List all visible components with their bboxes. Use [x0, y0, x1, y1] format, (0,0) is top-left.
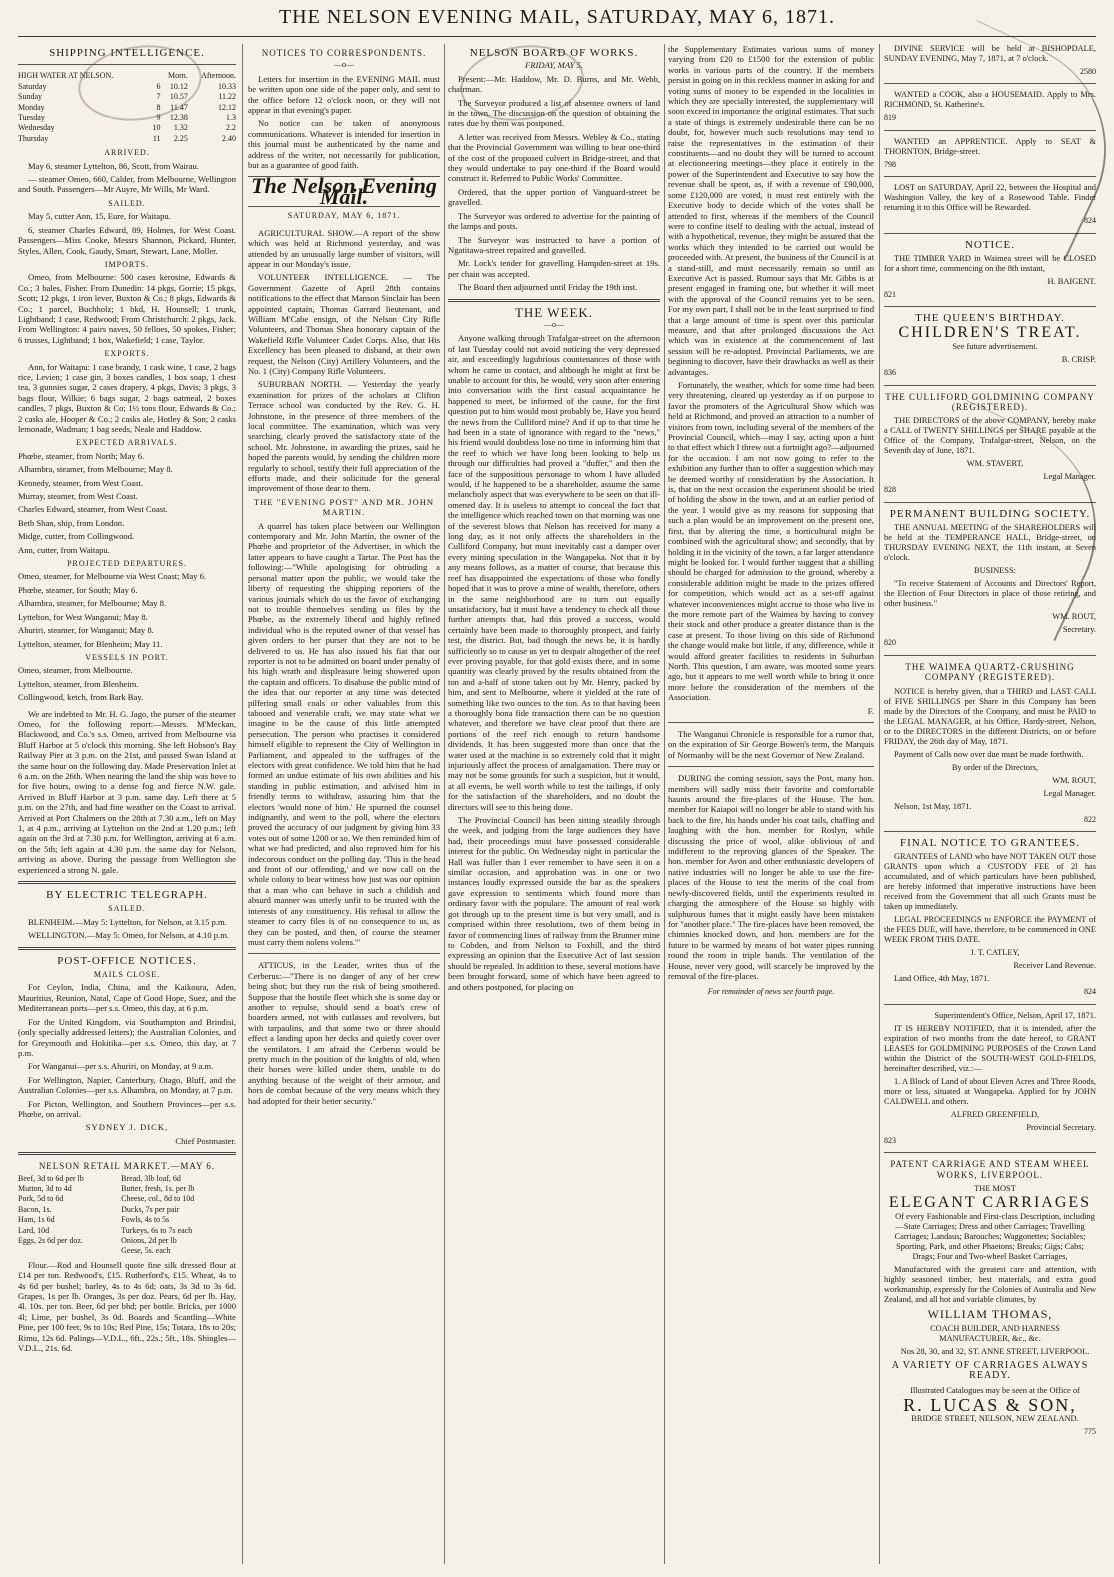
board-text: Ordered, that the upper portion of Vanguard-street be gravelled. [448, 186, 660, 208]
ad-final-text2: LEGAL PROCEEDINGS to ENFORCE the PAYMENT of the FEES DUE, will have, therefore, to be commenced in ONE WEEK FROM THIS DATE. [884, 915, 1096, 945]
tide-afternoon: 12.12 [218, 102, 236, 112]
mail-item: For Wellington, Napier, Canterbury, Otago, Bluff, and the Australian Colonies—per s.s. Alhambra, on Monday, at 7 p.m. [18, 1074, 236, 1096]
tide-day: Wednesday [18, 123, 55, 133]
ad-number: 819 [884, 113, 896, 123]
market-cell: Eggs, 2s 6d per doz. [18, 1236, 83, 1245]
telegraph-title: BY ELECTRIC TELEGRAPH. [46, 889, 208, 902]
departure-item: Lyttelton, for West Wanganui; May 8. [18, 611, 148, 622]
ad-children-sub: See future advertisement. [952, 342, 1038, 352]
market-title: NELSON RETAIL MARKET.—MAY 6. [38, 1161, 216, 1172]
ad-building-business: BUSINESS: [974, 566, 1016, 576]
column-rule-1 [242, 44, 243, 1564]
article-show: AGRICULTURAL SHOW.—A report of the show which was held at Richmond yesterday, and was attended by an unusually large number of visitors, will appear in our Monday's issue. [248, 227, 440, 269]
port-item: Collingwood, ketch, from Bark Bay. [18, 692, 144, 703]
board-text: The Surveyor was ordered to advertise for the painting of the lamps and posts. [448, 210, 660, 232]
board-date: FRIDAY, MAY 5. [525, 60, 583, 71]
mail-item: For the United Kingdom, via Southampton and Brindisi, (only specially addressed letters); the Australian Colonies, and for Greymouth and Hokitika—per s.s. Omeo, this day, at 7 p.m. [18, 1016, 236, 1058]
ad-final-title: FINAL NOTICE TO GRANTEES. [899, 836, 1080, 849]
tide-row [18, 134, 236, 144]
mail-item: For Wanganui—per s.s. Ahuriri, on Monday, at 9 a.m. [28, 1061, 214, 1072]
paper-date: SATURDAY, MAY 6, 1871. [287, 211, 401, 221]
telegraph-sailed-title: SAILED. [108, 904, 146, 914]
ad-number: 836 [884, 368, 896, 378]
market-row [18, 1226, 236, 1236]
ad-notice-text: THE TIMBER YARD in Waimea street will be CLOSED for a short time, commencing on the 8th instant, [884, 254, 1096, 274]
market-cell: Lard, 10d [18, 1225, 50, 1235]
sailed-item: May 5, cutter Ann, 15, Eure, for Waitapu. [28, 211, 171, 222]
board-text: The Surveyor was instructed to have a portion of Ngatitawa-street repaired and gravelled. [448, 234, 660, 255]
telegraph-item: WELLINGTON.—May 5: Omeo, for Nelson, at 4.10 p.m. [28, 930, 230, 941]
ad-super-role: Provincial Secretary. [1026, 1122, 1096, 1132]
exports-title: EXPORTS. [104, 349, 150, 359]
notices-text: No notice can be taken of anonymous communications. Whatever is intended for insertion in this journal must be authenticated by the name and address of the writer, not necessarily for publication, but as a guarantee of good faith. [248, 118, 440, 171]
tide-afternoon: 1.3 [226, 113, 236, 123]
board-text: A letter was received from Messrs. Webley & Co., stating that the Provincial Government was willing to bear one-third of the cost of the proposed culvert in Bridge-street, and that they would undertake to pay one-third if the Board would construct it. Referred to Public Works' Committee. [448, 131, 660, 184]
ad-building-text: THE ANNUAL MEETING of the SHAREHOLDERS will be held at the TEMPERANCE HALL, Bridge-street, on THURSDAY EVENING NEXT, the 11th instant, at Seven o'clock. [884, 523, 1096, 563]
ad-waimea-title: THE WAIMEA QUARTZ-CRUSHING COMPANY (REGISTERED). [905, 661, 1075, 683]
ad-lucas: R. LUCAS & SON, [903, 1394, 1077, 1415]
tide-date: 6 [156, 81, 161, 91]
column-rule-4 [879, 44, 880, 1564]
ad-lucas-address: BRIDGE STREET, NELSON, NEW ZEALAND. [911, 1413, 1079, 1423]
market-cell: Bacon, 1s. [18, 1204, 52, 1214]
market-cell: Fowls, 4s to 5s [121, 1215, 170, 1225]
article-wanganui: The Wanganui Chronicle is responsible for a rumor that, on the expiration of Sir George Bowen's term, the Marquis of Normanby will be the next Governor of New Zealand. [668, 729, 874, 760]
departure-item: Ahuriri, steamer, for Wanganui; May 8. [18, 625, 154, 636]
departures-title: PROJECTED DEPARTURES. [67, 559, 187, 569]
departure-item: Lyttelton, steamer, for Blenheim; May 11. [18, 638, 163, 649]
expected-item: Phœbe, steamer, from North; May 6. [18, 450, 145, 461]
ad-final-place: Land Office, 4th May, 1871. [894, 974, 990, 984]
market-cell: Turkeys, 6s to 7s each [121, 1225, 193, 1235]
market-row [18, 1194, 236, 1204]
ad-culliford-text: THE DIRECTORS of the above COMPANY, hereby make a CALL of TWENTY SHILLINGS per SHARE payable at the Office of the Company, Trafalgar-street, Nelson, on the Seventh day of June, 1871. [884, 416, 1096, 456]
ad-super-signature: ALFRED GREENFIELD, [950, 1109, 1040, 1119]
ad-number: 824 [1084, 987, 1096, 997]
market-cell: Butter, fresh, 1s. per lb [121, 1183, 195, 1193]
ad-divine-service: DIVINE SERVICE will be held at BISHOPDALE, SUNDAY EVENING, May 7, 1871, at 7 o'clock. [884, 44, 1096, 63]
market-row [18, 1236, 236, 1246]
omeo-report: We are indebted to Mr. H. G. Jago, the purser of the steamer Omeo, for the following report:—Messrs. M'Meckan, Blackwood, and Co.'s s.s. Omeo, arrived from Melbourne via Bluff Harbor at 5 o'clock this morning. She left Hobson's Bay Railway Pier at 3 p.m. on the 21st, and passed Swan Island at the same hour on the following day. Made Preservation Inlet at 6 a.m. on the 26th. When nearing the land the ship was hove to for five hours, owing to a dense fog and fierce N.W. gale. Arrived in Bluff Harbor at 3 p.m. same day. Left there at 5 p.m. on the 27th, and had fine weather on the Coast to arrival. Arrived at Port Chalmers on the 28th at 7.30 a.m., left on May 1, at 4 p.m., arriving at Lyttelton on the 2nd at 1.20 p.m.; left again on the 3rd at 7.30 p.m. for Wellington, arriving at 6 a.m. on the 5th; left again at 4.30 p.m. the same day for Nelson, arriving as above. During the passage from Wellington she experienced a strong N. gale. [18, 708, 236, 875]
masthead: THE NELSON EVENING MAIL, SATURDAY, MAY 6, 1871. [278, 6, 836, 28]
ad-waimea-signature: WM. ROUT, [1052, 775, 1096, 785]
postmaster-title: Chief Postmaster. [175, 1135, 236, 1146]
paper-title: The Nelson Evening Mail. [248, 176, 440, 207]
telegraph-item: BLENHEIM.—May 5: Lyttelton, for Nelson, at 3.15 p.m. [28, 916, 227, 927]
week-signature: F. [867, 705, 874, 716]
expected-item: Beth Shan, ship, from London. [18, 517, 125, 528]
tide-day: Thursday [18, 133, 49, 143]
tide-date: 9 [156, 113, 161, 123]
port-item: Lyttelton, steamer, from Blenheim. [18, 678, 139, 689]
arrived-title: ARRIVED. [104, 148, 150, 158]
exports-text: Ann, for Waitapu: 1 case brandy, 1 cask wine, 1 case, 2 bags rice, Levien; 1 case gin, 3 boxes candles, 1 box soap, 1 chest tea, 3 gunnies sugar, 2 cases drapery, 4 pkgs, Davis; 3 pkgs, 3 bags flour, Wilkie; 6 bags sugar, 2 bags oatmeal, 2 boxes candles, 7 pkgs, Buxton & Co; 1½ tons flour, Edwards & Co.; 2 casks ale, Hooper & Co.; 2 casks ale, Hotley & Son; 2 casks lemonade, Wadman; 1 bag seeds, Neale and Haddow. [18, 361, 236, 434]
ad-most: THE MOST [974, 1183, 1016, 1193]
ad-culliford-signature: WM. STAVERT, [966, 459, 1024, 469]
market-row [18, 1246, 236, 1256]
notices-text: Letters for insertion in the EVENING MAIL must be written upon one side of the paper only, and sent to the office before 12 o'clock noon, or they will not appear in that evening's paper. [248, 73, 440, 116]
week-paragraph: The Provincial Council has been sitting steadily through the week, and judging from the large audiences they have had, their proceedings must have possessed considerable interest for the public. On Wednesday night in particular the Hall was fuller than I ever remember to have seen it on a similar occasion, and approbation was in one or two instances loudly expressed outside the bar as the speakers gave expression to sentiments which found more than ordinary favor with the populace. The amount of real work got through up to the present time is but very small, and is comprised within three resolutions, two of them being in favor of commencing lines of railway from the Brunner mine to Cobden, and from Nelson to Foxhill, and the third expressing an opinion that the Executive Act of last session should be repealed. In addition to these, several motions have been brought forward, some of which have been agreed to and others postponed, for placing on [448, 815, 660, 992]
tide-col-afternoon: Afternoon. [201, 71, 236, 81]
tide-morn: 10.12 [169, 81, 188, 91]
tide-morn: 12.38 [169, 113, 188, 123]
article-atticus: ATTICUS, in the Leader, writes thus of the Cerberus:—"There is no danger of any of her crew being shot; but they run the risk of being smothered. Suppose that the hostile fleet which she is some day or another to repulse, should send a boat's crew of boarders armed, not with cutlasses and revolvers, but with tarpaulins, and that some two or three should effect a landing upon her decks and quietly cover over the ventilators. I am afraid the Cerberus would be pretty much in the position of the knights of old, when their horses were killed under them, unable to do anything because of the weight of their armour, and hors de combat because of the very means which they had adopted for their better security." [248, 960, 440, 1106]
ad-maker: WILLIAM THOMAS, [927, 1307, 1053, 1322]
masthead-rule [18, 36, 1096, 37]
ad-final-role: Receiver Land Revenue. [1013, 961, 1096, 971]
market-cell: Pork, 5d to 6d [18, 1194, 64, 1204]
tide-date: 10 [152, 123, 161, 133]
ad-catalogue: Illustrated Catalogues may be seen at the Office of [910, 1385, 1080, 1395]
tide-afternoon: 2.2 [226, 123, 236, 133]
week-title: THE WEEK. [514, 304, 594, 320]
market-row [18, 1184, 236, 1194]
expected-title: EXPECTED ARRIVALS. [76, 438, 178, 448]
market-cell: Bread, 3lb loaf, 6d [121, 1173, 181, 1183]
tide-header: HIGH WATER AT NELSON. [18, 71, 114, 81]
ad-building-signature: WM. ROUT, [1052, 612, 1096, 622]
port-item: Omeo, steamer, from Melbourne. [18, 665, 133, 676]
ad-variety: A VARIETY OF CARRIAGES ALWAYS READY. [891, 1359, 1089, 1382]
ad-number: 775 [1084, 1426, 1096, 1436]
market-cell [18, 1246, 121, 1256]
ad-maker-address: Nos 28, 30, and 32, ST. ANNE STREET, LIVERPOOL. [900, 1346, 1090, 1356]
column-rule-3 [664, 44, 665, 1564]
post-office-title: POST-OFFICE NOTICES. [57, 954, 197, 967]
board-text: The Surveyor produced a list of absentee owners of land in the town. The discussion on the question of obtaining the rates due by them was postponed. [448, 97, 660, 129]
board-text: Present:—Mr. Haddow, Mr. D. Burns, and Mr. Webb, chairman. [448, 73, 660, 95]
ad-children-signature: B. CRISP. [1061, 355, 1096, 365]
ad-notice-signature: H. BAIGENT. [1047, 277, 1096, 287]
ad-culliford-role: Legal Manager. [1043, 472, 1096, 482]
ad-building-role: Secretary. [1062, 625, 1096, 635]
ad-notice-title: NOTICE. [964, 238, 1016, 251]
tide-morn: 10.57 [169, 92, 188, 102]
ad-final-signature: J. T. CATLEY, [970, 948, 1020, 958]
ad-number: 820 [884, 638, 896, 648]
expected-item: Ann, cutter, from Waitapu. [18, 544, 110, 555]
column-advertisements [884, 44, 1096, 1564]
column-editorial [248, 44, 440, 1564]
ad-elegant-text: Of every Fashionable and First-class Description, including—State Carriages; Dress and other Carriages; Travelling Carriages; Landaus; Barouches; Waggonettes; Sociables; Sporting, Park, and other Phaetons; Breaks; Gigs; Cabs; Drags; Four and Two-wheel Basket Carriages, [894, 1212, 1095, 1262]
postmaster-name: SYDNEY J. DICK, [85, 1122, 169, 1133]
market-row [18, 1215, 236, 1225]
week-paragraph: Fortunately, the weather, which for some time had been very threatening, cleared up yesterday as if on purpose to favor the promoters of the Agricultural Show which was held at Richmond, and proved an attraction to a number of visitors from town, including several of the members of the Provincial Council, which—may I say, acting upon a hint to that effect which I threw out a fortnight ago?—adjourned for the occasion. I am not now going to refer to the exhibition any further than to offer a suggestion which may be deemed worthy of consideration by the Association. It is, that on the next occasion the experiment should be tried of holding the show in the town, and at an earlier period of the year. I would give as my reasons for supposing that such a plan would be an improvement on the present one, first, that by altering the time, a horticultural might be combined with the agricultural show; and secondly, that by holding it in the vicinity of the town, a far larger attendance might be looked for. I would further suggest that a shilling should be charged for admission to the ground, whereby a considerable addition might be made to the prizes offered for competition, which would act as a set-off against whatever inconveniences might accrue to those who live in the more remote part of the Waimea by having to convey their stock and other produce a greater distance than is the case at present. To those living on this side of Richmond the change would make but little, if any, difference, while it would afford greater facilities to residents in Suburban North. This question, I am aware, was mooted some years ago, but it appears to me well worth while to bring it once more before the consideration of the members of the Association. [668, 380, 874, 703]
market-cell: Ham, 1s 6d [18, 1215, 55, 1225]
arrived-item: May 6, steamer Lyttelton, 86, Scott, from Wairau. [28, 160, 199, 171]
ad-number: 823 [884, 1135, 896, 1145]
market-cell: Ducks, 7s per pair [121, 1204, 180, 1214]
article-post-text: A quarrel has taken place between our Wellington contemporary and Mr. John Martin, the owner of the Phœbe and proprietor of the Advertiser, in which the latter appears to have caught a Tartar. The Post has the following:—"While apologising for obtruding a personal matter upon the public, we would take the liberty of requesting the shipping reporters of the various journals which do us the favor of exchanging not to trouble themselves sending us files by the Phœbe, as the extremely liberal and highly refined individual who is the reputed owner of that vessel has given orders to her purser that they are not to be delivered to us. He has also issued his fiat that our reporter is not to be admitted on board under penalty of his high wrath and displeasure being showered upon the captain and officers. To disabuse the public mind of the idea that our reporter at any time was detected pilfering small coals or other valuables from this tabooed and venerable craft, we may state what we imagine to be the cause of this little attempted persecution. The person who practises it considered himself eligible to represent the City of Wellington in Parliament, and appealed to the suffrages of the electors with great confidence. We told him that he had formed an undue estimate of his own abilities and his standing in public estimation, and advised him in friendly terms to withdraw, assuring him that the electors 'would none of him.' He spurned the counsel indignantly, and went to the poll, where the electors proved the accuracy of our judgment by giving him 33 votes out of some 1200 or so. We then reminded him of what we had predicted, and also reproved him for his indecorous conduct on the polling day. 'This is the head and front of our offending,' and we now call on the whole colony to bear witness how just was our opinion that a man who can behave in such a childish and absurd manner was utterly unfit to be trusted with the interests of any constituency. His refusal to allow the steamer to carry files is of no consequence to us, as they can be posted, and then, of course the steamer must carry them nolens volens.'" [248, 520, 440, 947]
market-cell: Mutton, 3d to 4d [18, 1183, 72, 1193]
column-shipping [18, 44, 236, 1564]
ad-children-treat: CHILDREN'S TREAT. [898, 323, 1082, 341]
divider-ornament: —o— [544, 319, 564, 329]
market-cell: Geese, 5s. each [121, 1246, 171, 1256]
ad-number: 798 [884, 159, 896, 169]
market-cell: Cheese, col., 8d to 10d [121, 1194, 195, 1204]
tide-afternoon: 2.40 [222, 133, 236, 143]
tide-morn: 1.32 [173, 123, 188, 133]
notices-title: NOTICES TO CORRESPONDENTS. [261, 48, 427, 58]
ad-super-item: 1. A Block of Land of about Eleven Acres and Three Roods, more or less, situated at Wangapeka. Applied for by JOHN CALDWELL and others. [884, 1076, 1096, 1106]
sailed-title: SAILED. [108, 198, 146, 208]
board-text: The Board then adjourned until Friday the 19th inst. [458, 282, 638, 293]
ad-building-agenda: "To receive Statement of Accounts and Directors' Report, the Election of Four Directors in place of those retiring, and other business." [884, 579, 1096, 609]
ad-waimea-role: Legal Manager. [1043, 788, 1096, 798]
tide-morn: 11.47 [170, 102, 188, 112]
ad-number: 822 [1084, 814, 1096, 824]
ad-elegant-text2: Manufactured with the greatest care and attention, with highly seasoned timber, best materials, and extra good workmanship, expressly for the Colonies of Australia and New Zealand, and all hot and variable climates, by [884, 1265, 1096, 1305]
article-session: DURING the coming session, says the Post, many hon. members will sadly miss their favorite and comfortable haunts around the fire-places of the House. The hon. member for Kaiapoi will no longer be able to stand with his back to the fire, his hands under his coat tails, chaffing and laughing with the hon. member for Roslyn, while discussing the price of wool, alike oblivious of and indifferent to the reproving glances of the Speaker. The hon. member for Avon and other enthusiastic developers of native industries will no longer be able to use the fire-places of the House to test the merits of the coal from newly-discovered fields, until the experiments resulted in charging the atmosphere of the House so highly with sulphurous fumes that it might easily have been mistaken for "another place." The fire-places have been removed, the chimnies knocked down, and hon. members are for the future to be warmed by means of hot water pipes running round the room in triple bands. The ventilation of the House, never very good, will scarcely be improved by the removal of the fire-places. [668, 773, 874, 981]
ad-queen-title: THE QUEEN'S BIRTHDAY. [915, 312, 1065, 325]
week-paragraph: the Supplementary Estimates various sums of money varying from £20 to £1500 for the extension of public works in various parts of the country. If the members persist in going on in this reckless manner in asking for and voting sums of money to be expended in the localities in which they are specially interested, the supplementary will soon exceed in importance the original estimates. That such a state of things is extremely undesirable there can be no doubt, for, however much such resolutions may tend to raise the representatives in the estimation of their constituents—and no doubt they will be turned to account at electioneering meetings—they place it entirely in the power of the Superintendent and Executive to say how the revenue shall be spent, as, if with a revenue of £90,000, some £120,000 are voted, it must rest entirely with the Executive body to decide which of the votes shall be attended to first, whereas if the members of the Council were to confine itself to dealing with the actual, instead of with a hypothetical, revenue, they might be assured that the works which they intended to be carried out would be proceeded with. At present, the business of the Council is at a stand-still, and must necessarily remain so until an Executive Act is passed. Rumour says that Mr. Gibbs is at present engaged in framing one, but whether it will meet with the approval of the Council remains yet to be seen. For my own part, I shall not be in the least surprised to find that a large amount of time is spent over this particular measure, and that after prolonged discussions the Act which was in existence at the commencement of last session will be re-adopted. Provincial Parliaments, we are beginning to discover, have their drawbacks as well as their advantages. [668, 44, 874, 377]
tide-day: Sunday [18, 92, 42, 102]
tide-col-morn: Morn. [168, 71, 188, 81]
tide-day: Monday [18, 102, 45, 112]
ad-waimea-by: By order of the Directors, [951, 762, 1039, 772]
ad-wanted-cook: WANTED a COOK, also a HOUSEMAID. Apply to Mrs. RICHMOND, St. Katherine's. [884, 90, 1096, 110]
board-text: Mr. Lock's tender for gravelling Hampden-street at 19s. per chain was accepted. [448, 258, 660, 279]
ad-patent-title: PATENT CARRIAGE AND STEAM WHEEL WORKS, LIVERPOOL. [890, 1159, 1090, 1180]
ad-maker2: COACH BUILDER, AND HARNESS MANUFACTURER, &c., &c. [930, 1323, 1060, 1343]
market-table [18, 1174, 236, 1257]
divider-ornament: —o— [334, 60, 354, 70]
tide-row [18, 123, 236, 133]
departure-item: Alhambra, steamer, for Melbourne; May 8. [18, 598, 167, 609]
article-volunteer: VOLUNTEER INTELLIGENCE. — The Government Gazette of April 28th contains notifications to the effect that Manson Sinclair has been appointed captain, Thomas Garrard lieutenant, and William M'Cabe ensign, of the Nelson City Rifle Volunteers, and Thomas Shea honorary captain of the Wakefield Rifle Volunteer Cadet Corps. Also, that His Excellency has been pleased to disband, at their own request, the Nelson (City) Artillery Volunteers, and the No. 1 (City) Company Rifle Volunteers. [248, 272, 440, 376]
imports-text: Omeo, from Melbourne: 500 cases kerosine, Edwards & Co.; 3 bales, Fisher. From Dunedin: 14 pkgs, Gorrie; 15 pkgs, Scott; 12 pkgs, 1 iron lever, Buxton & Co.; 8 pkgs, Edwards & Co.; 1 parcel, Buchholz; 1 bkd, H. Hounsell; 1 trunk, Lightband; 1 case, Redwood; From Christchurch: 2 pkgs, Jack. From Wellington: 4 pairs naves, 50 felloes, 50 spokes, Fisher; 6 trusses, Lightband; 1 box, Wakefield; 1 case, Taylor. [18, 272, 236, 345]
ad-waimea-text: NOTICE is hereby given, that a THIRD and LAST CALL of FIVE SHILLINGS per Share in this Company has been made by the Directors of the Company, and must be PAID to the LEGAL MANAGER, at his Office, Hardy-street, Nelson, or to the DIRECTORS in the different Districts, on or before FRIDAY, the 26th day of May, 1871. [884, 686, 1096, 746]
tide-date: 8 [156, 102, 161, 112]
tide-morn: 2.25 [173, 133, 188, 143]
tide-afternoon: 10.33 [218, 81, 236, 91]
arrived-item: — steamer Omeo, 660, Calder, from Melbourne, Wellington and South. Passengers—Mr Auyre, Mr Wills, Mr Ward. [18, 174, 236, 195]
ad-wanted-apprentice: WANTED an APPRENTICE. Apply to SEAT & THORNTON, Bridge-street. [884, 136, 1096, 156]
board-title: NELSON BOARD OF WORKS. [469, 47, 639, 59]
market-cell: Onions, 2d per lb [121, 1236, 177, 1245]
article-post-title: THE "EVENING POST" AND MR. JOHN MARTIN. [253, 496, 435, 518]
ad-waimea-text2: Payment of Calls now over due must be made forthwith. [894, 749, 1084, 759]
ad-super-text: IT IS HEREBY NOTIFIED, that it is intended, after the expiration of two months from the date hereof, to GRANT LEASES for GOLDMINING PURPOSES of the Crown Land within the District of the SOUTH-WEST GOLD-FIELDS, hereinafter described, viz.:— [884, 1023, 1096, 1073]
article-suburban: SUBURBAN NORTH. — Yesterday the yearly examination for prizes of the scholars at Clifton Terrace school was conducted by the Rev. G. H. Johnstone, in the presence of three members of the local committee. The examination, which was very searching, clearly proved the satisfactory state of the school. Mr. Johnstone, in awarding the prizes, said he hoped the parents would, by sending the children more regularly to school, testify their full appreciation of the efforts made, and their solicitude for the general improvement of those dear to them. [248, 379, 440, 494]
footnote: For remainder of news see fourth page. [707, 987, 835, 997]
expected-item: Charles Edward, steamer, from West Coast. [18, 504, 168, 515]
ad-number: 828 [884, 485, 896, 495]
market-row [18, 1205, 236, 1215]
mail-item: For Picton, Wellington, and Southern Provinces—per s.s. Phœbe, on arrival. [18, 1098, 236, 1119]
mail-item: For Ceylon, India, China, and the Kaikoura, Aden, Mauritius, Reunion, Natal, Cape of Good Hope, Suez, and the Mediterranean ports—per s.s. Omeo, this day, at 6 p.m. [18, 982, 236, 1014]
ad-lost: LOST on SATURDAY, April 22, between the Hospital and Washington Valley, the key of a Rosewood Table. Finder returning it to this Office will be Rewarded. [884, 183, 1096, 213]
market-row [18, 1174, 236, 1184]
tide-afternoon: 11.22 [218, 92, 236, 102]
ad-final-text: GRANTEES of LAND who have NOT TAKEN OUT those GRANTS upon which a CUSTODY FEE of 2l has accumulated, and of which particulars have been published, are hereby informed that imperative instructions have been received from the Government that all such Grants must be taken up immediately. [884, 852, 1096, 912]
market-text: Flour.—Rod and Hounsell quote fine silk dressed flour at £14 per ton. Redwood's, £15. Rutherford's, £15. Wheat, 4s to 4s 6d per bushel; barley, 4s to 4s 6d; oats, 3s 3d to 3s 6d. Grapes, 1s per lb. Oranges, 3s per doz. Pears, 6d per lb. Hay, 4l. 10s. per ton. Beer, 6d per bhd; per bottle. Bricks, per 1000 4l; Lime, per bushel, 3s 0d. Boards and Scantling—White Pine, per 100 feet, 9s to 10s; Red Pine, 15s; Totara, 18s to 20s; Rimu, 12s 6d. Palings—V.D.L., 6ft., 22s.; 5ft., 18s. Shingles—V.D.L., 21s. 6d. [18, 1259, 236, 1354]
expected-item: Alhambra, steamer, from Melbourne; May 8. [18, 464, 173, 475]
ad-waimea-place: Nelson, 1st May, 1871. [894, 801, 972, 811]
tide-date: 11 [152, 133, 161, 143]
market-cell: Beef, 3d to 6d per lb [18, 1173, 84, 1183]
column-board-week [448, 44, 660, 1564]
expected-item: Midge, cutter, from Collingwood. [18, 531, 135, 542]
sailed-item: 6, steamer Charles Edward, 89, Holmes, for West Coast. Passengers—Miss Cooke, Messrs Shannon, Pickard, Hunter, Styles, Allen, Cook, Gaudy, Smart, Stewart, Lane, Moller. [18, 224, 236, 256]
tide-day: Saturday [18, 81, 47, 91]
week-paragraph: Anyone walking through Trafalgar-street on the afternoon of last Tuesday could not avoid noticing the very depressed air, and exceedingly lugubrious countenances of those with whom he came in contact, and although he might at first be unable to account for this, he would, very soon after entering into conversation with the first casual acquaintance he happened to meet, be informed of the cause, for the first question put to him would most probably be, Have you heard the news from the Culliford mine? And if up to that time he had been in a state of ignorance with regard to the "news," his friend would doubtless lose no time in informing him that the reef to which we have long been looking to help us through our difficulties had proved a "duffer," and then the face of the suppositious personage to whom I have alluded would, if he happened to be a shareholder, assume the same melancholy aspect that was everywhere to be seen on that ill-omened day. It is useless to attempt to conceal the fact that the intelligence which reached town on that morning was one of the severest blows that Nelson has received for many a long day, as it not only affects the shareholders in the Culliford Company, but must inevitably cast a damper over every mining speculation in the Wangapeka. Not that it by any means follows, as a matter of course, that because this reef has disappointed the expectations of those who fondly hoped that it was to prove a mine of wealth, therefore, others in the same neighborhood are to turn out equally unsatisfactory, but it must have a tendency to check all those further attempts that, had this proved a success, would certainly have been made to thoroughly prospect, and fairly test, the district. But, bad though the news be, it is hardly sufficiently so to cause us yet to despair altogether of the reef ever proving payable, for that gold exists there, and in some quantity was clearly proved by the results obtained from the ton and a-half of stone taken out by Mr. Henry, packed by him, and sent to Melbourne, where it yielded at the rate of something like two ounces to the ton. As to that having been a thoroughly bona fide transaction there can be no question whatever, and therefore we have clear proof that there are portions of the reef rich enough to return handsome dividends. It has been suggested more than once that the water used at the machine is so extremely cold that it might injuriously affect the process of amalgamation. There may or may not be some grounds for such a suspicion, but it would, at all events, be well worth while to test the tailings, if only for the satisfaction of the shareholders, and no doubt the directors will see to this being done. [448, 333, 660, 812]
port-title: VESSELS IN PORT. [85, 652, 169, 662]
ad-super-head: Superintendent's Office, Nelson, April 17, 1871. [934, 1010, 1096, 1020]
ad-building-title: PERMANENT BUILDING SOCIETY. [889, 507, 1091, 520]
expected-item: Murray, steamer, from West Coast. [18, 491, 138, 502]
expected-item: Kennedy, steamer, from West Coast. [18, 477, 143, 488]
tide-day: Tuesday [18, 113, 45, 123]
ad-number: 821 [884, 290, 896, 300]
mails-close-title: MAILS CLOSE. [93, 970, 161, 980]
column-rule-2 [444, 44, 445, 1564]
departure-item: Phœbe, steamer, for South; May 6. [18, 584, 138, 595]
shipping-title: SHIPPING INTELLIGENCE. [49, 47, 205, 59]
ad-culliford-title: THE CULLIFORD GOLDMINING COMPANY (REGISTERED). [885, 391, 1095, 413]
tide-date: 7 [156, 92, 161, 102]
ad-elegant-carriages: ELEGANT CARRIAGES [888, 1193, 1092, 1211]
ad-number: 2580 [1080, 67, 1096, 76]
column-week-continued [668, 44, 874, 1564]
departure-item: Omeo, steamer, for Melbourne via West Coast; May 6. [18, 571, 207, 582]
imports-title: IMPORTS. [104, 259, 150, 269]
ad-number: 824 [1084, 216, 1096, 226]
